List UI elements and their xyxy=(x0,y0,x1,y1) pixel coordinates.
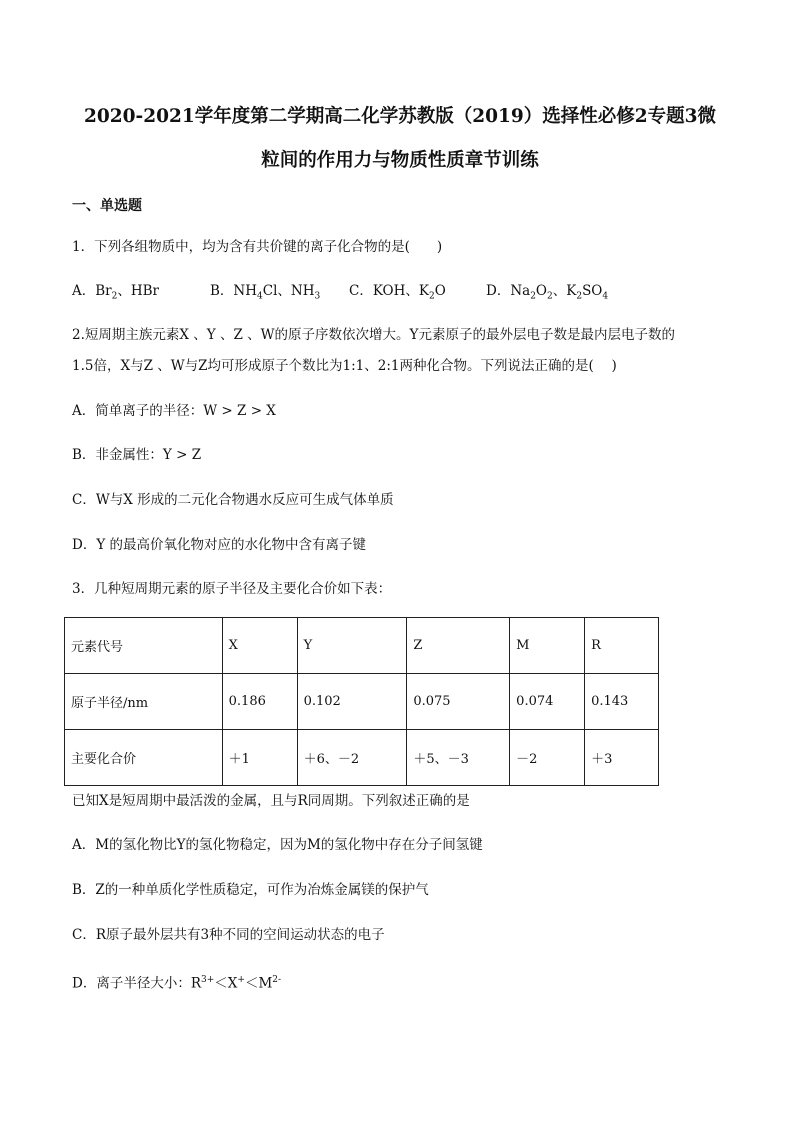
q1-c-text-2: O xyxy=(434,283,446,299)
table-cell: 0.102 xyxy=(297,674,407,730)
element-data-table xyxy=(64,617,659,786)
table-cell: 元素代号 xyxy=(65,618,223,674)
q3-note: 已知X是短周期中最活泼的金属，且与R同周期。下列叙述正确的是 xyxy=(72,793,470,809)
table-cell: 主要化合价 xyxy=(65,730,223,786)
table-cell: ＋5、－3 xyxy=(407,730,510,786)
table-cell: 0.074 xyxy=(510,674,585,730)
q3-d-sup-1: 3+ xyxy=(201,975,215,985)
q2-option-c: C．W与X 形成的二元化合物遇水反应可生成气体单质 xyxy=(72,492,394,508)
q3-option-d xyxy=(72,970,281,994)
q3-d-text-3: ＜M xyxy=(244,975,273,992)
q1-option-b xyxy=(210,281,320,307)
q1-b-sub-1: 4 xyxy=(257,291,263,302)
table-cell: 0.143 xyxy=(585,674,659,730)
q3-d-sup-3: 2- xyxy=(272,975,282,985)
q3-stem: 3．几种短周期元素的原子半径及主要化合价如下表： xyxy=(72,581,392,597)
q3-option-b: B．Z的一种单质化学性质稳定，可作为冶炼金属镁的保护气 xyxy=(72,882,429,898)
table-cell: ＋3 xyxy=(585,730,659,786)
table-cell: Z xyxy=(407,618,510,674)
table-cell: 0.186 xyxy=(222,674,297,730)
q3-d-sup-2: + xyxy=(237,975,245,985)
q2-option-a: A．简单离子的半径：W > Z > X xyxy=(72,403,276,419)
q1-d-text-3: 、K xyxy=(552,283,577,299)
table-cell: 0.075 xyxy=(407,674,510,730)
table-row xyxy=(65,730,659,786)
q1-c-text-1: C．KOH、K xyxy=(349,283,429,299)
document-title-line-1: 2020-2021学年度第二学期高二化学苏教版（2019）选择性必修2专题3微 xyxy=(84,106,716,127)
q1-b-text-2: Cl、NH xyxy=(262,283,315,299)
q3-d-text-2: ＜X xyxy=(214,975,238,992)
table-row xyxy=(65,618,659,674)
q2-stem-line-1: 2.短周期主族元素X 、Y 、Z 、W的原子序数依次增大。Y元素原子的最外层电子数是最内层电子数的 xyxy=(72,327,675,343)
q1-d-text-1: D．Na xyxy=(486,283,531,299)
q1-option-a xyxy=(72,281,159,307)
q1-a-text-2: 、HBr xyxy=(117,283,160,299)
table-cell: ＋1 xyxy=(222,730,297,786)
table-cell: Y xyxy=(297,618,407,674)
q1-b-text-1: B．NH xyxy=(210,283,258,299)
q1-stem: 1．下列各组物质中，均为含有共价键的离子化合物的是( ) xyxy=(72,239,443,255)
table-cell: R xyxy=(585,618,659,674)
q1-d-text-2: O xyxy=(535,283,547,299)
table-cell: X xyxy=(222,618,297,674)
q1-c-sub-1: 2 xyxy=(428,291,435,302)
q2-option-d: D．Y 的最高价氧化物对应的水化物中含有离子键 xyxy=(72,537,367,553)
q1-b-sub-2: 3 xyxy=(314,291,321,302)
table-row xyxy=(65,674,659,730)
q1-d-sub-4: 4 xyxy=(602,291,609,302)
section-heading: 一、单选题 xyxy=(72,198,142,214)
q1-option-d xyxy=(486,281,608,307)
q1-d-sub-1: 2 xyxy=(530,291,536,302)
q1-d-sub-3: 2 xyxy=(576,291,583,302)
q1-option-c xyxy=(349,281,446,307)
q3-option-a: A．M的氢化物比Y的氢化物稳定，因为M的氢化物中存在分子间氢键 xyxy=(72,837,483,853)
table-cell: －2 xyxy=(510,730,585,786)
document-title-line-2: 粒间的作用力与物质性质章节训练 xyxy=(261,150,539,171)
q2-option-b: B．非金属性：Y > Z xyxy=(72,447,202,463)
q1-a-sub-1: 2 xyxy=(111,291,118,302)
table-cell: M xyxy=(510,618,585,674)
table-cell: ＋6、－2 xyxy=(297,730,407,786)
q1-a-text-1: A．Br xyxy=(72,283,112,299)
q1-d-text-4: SO xyxy=(582,283,603,299)
q3-option-c: C．R原子最外层共有3种不同的空间运动状态的电子 xyxy=(72,927,385,943)
table-cell: 原子半径/nm xyxy=(65,674,223,730)
q1-d-sub-2: 2 xyxy=(547,291,553,302)
q2-stem-line-2: 1.5倍，X与Z 、W与Z均可形成原子个数比为1:1、2:1两种化合物。下列说法正确的是( ) xyxy=(72,358,617,374)
q3-d-text-1: D．离子半径大小：R xyxy=(72,975,201,992)
